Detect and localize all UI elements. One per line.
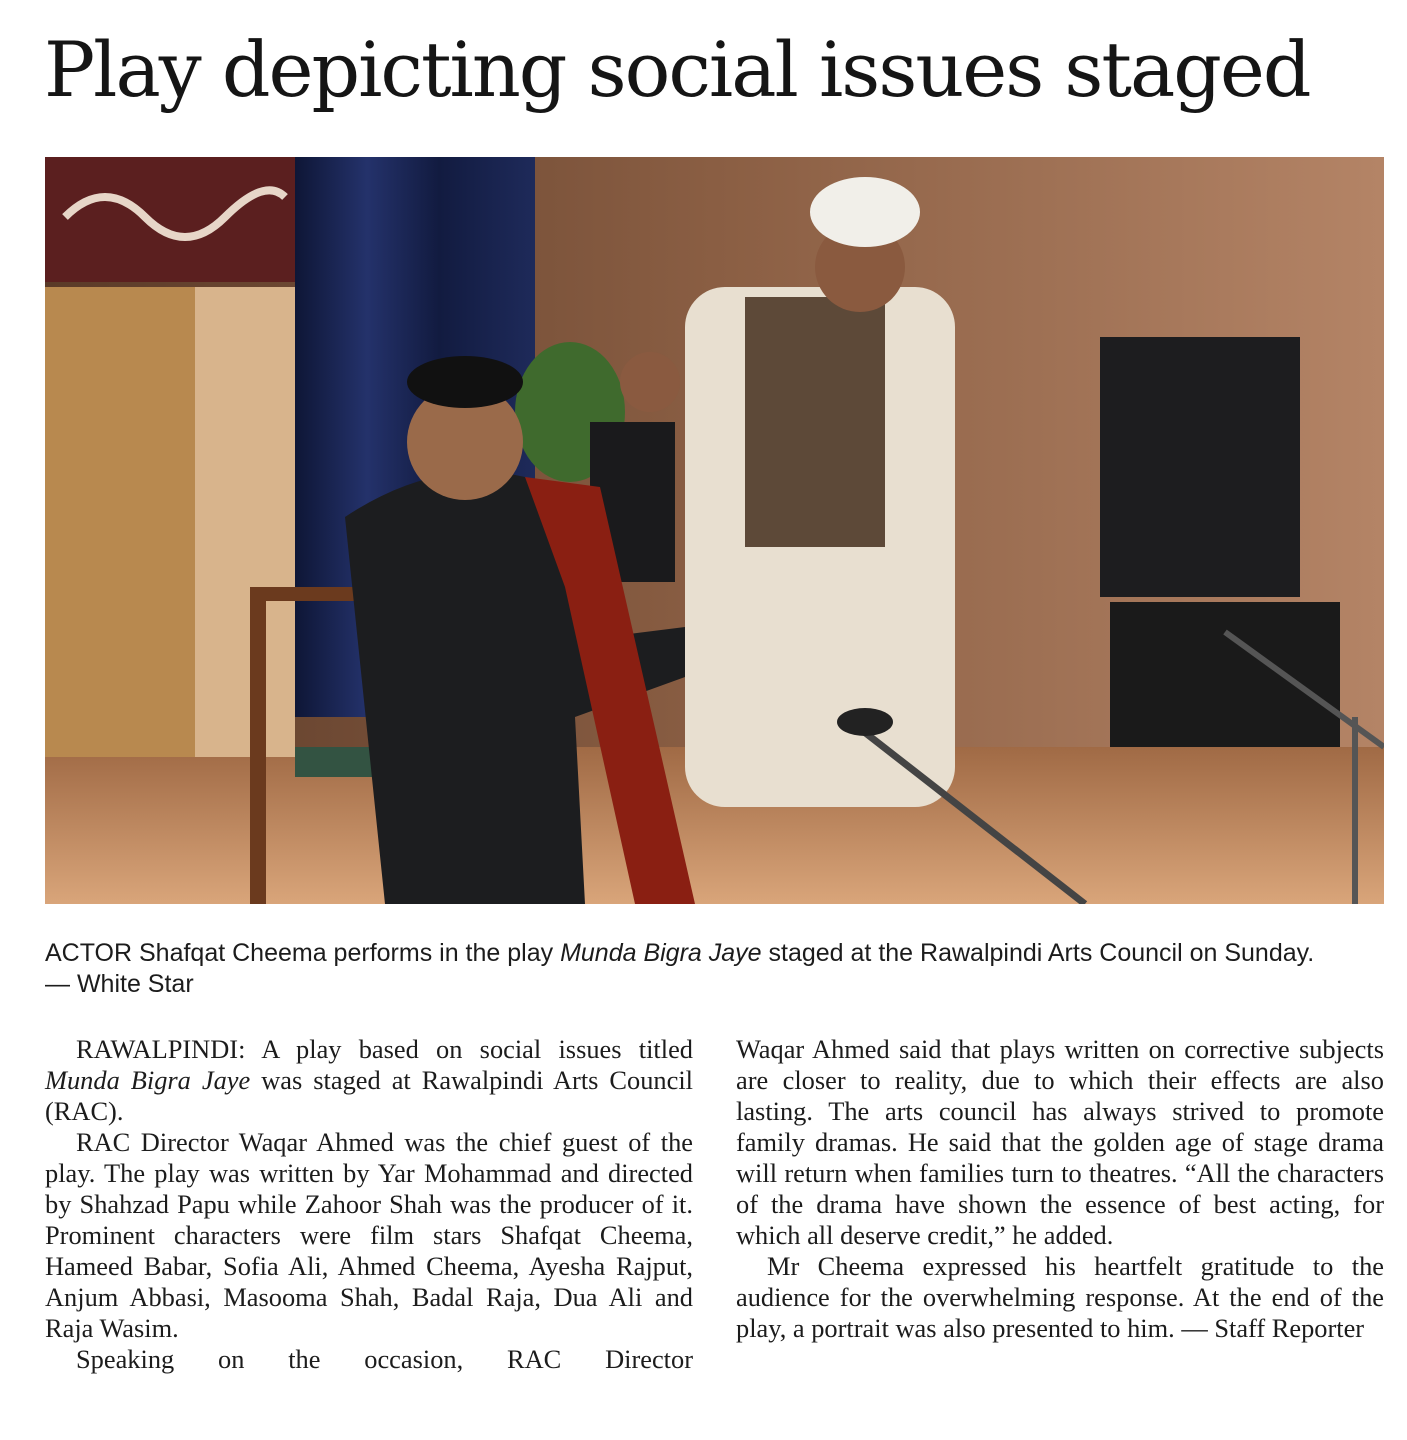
article-column-right bbox=[736, 1034, 1384, 1344]
caption-text-start: ACTOR Shafqat Cheema performs in the play bbox=[45, 939, 561, 967]
article-paragraph-2: RAC Director Waqar Ahmed was the chief guest of the play. The play was written by Yar Mohammad and directed by Shahzad Papu while Zahoor Shah was the producer of it. Prominent characters were film stars Shafqat Cheema, Hameed Babar, Sofia Ali, Ahmed Cheema, Ayesha Rajput, Anjum Abbasi, Masooma Shah, Badal Raja, Dua Ali and Raja Wasim. bbox=[45, 1127, 693, 1343]
article-column-left bbox=[45, 1034, 693, 1375]
caption-play-title: Munda Bigra Jaye bbox=[560, 939, 762, 967]
article-paragraph-1 bbox=[45, 1034, 693, 1127]
article-p1-end: was staged at Rawalpindi Arts Council (RAC). bbox=[45, 1065, 693, 1126]
article-play-title: Munda Bigra Jaye bbox=[45, 1065, 251, 1095]
headline: Play depicting social issues staged bbox=[44, 25, 1310, 114]
article-paragraph-3-start: Speaking on the occasion, RAC Director bbox=[76, 1344, 693, 1374]
article-p1-start: RAWALPINDI: A play based on social issues titled bbox=[76, 1034, 693, 1064]
caption-text-end: staged at the Rawalpindi Arts Council on Sunday. — White Star bbox=[45, 939, 1315, 998]
article-paragraph-3-continued: Waqar Ahmed said that plays written on corrective subjects are closer to reality, due to which their effects are also lasting. The arts council has always strived to promote family dramas. He said that the golden age of stage drama will return when families turn to theatres. “All the characters of the drama have shown the essence of best acting, for which all deserve credit,” he added. bbox=[736, 1034, 1384, 1250]
photo-caption bbox=[45, 938, 1345, 1000]
article-paragraph-4: Mr Cheema expressed his heartfelt gratitude to the audience for the overwhelming response. At the end of the play, a portrait was also presented to him. — Staff Reporter bbox=[736, 1251, 1384, 1343]
news-photo bbox=[45, 157, 1384, 904]
